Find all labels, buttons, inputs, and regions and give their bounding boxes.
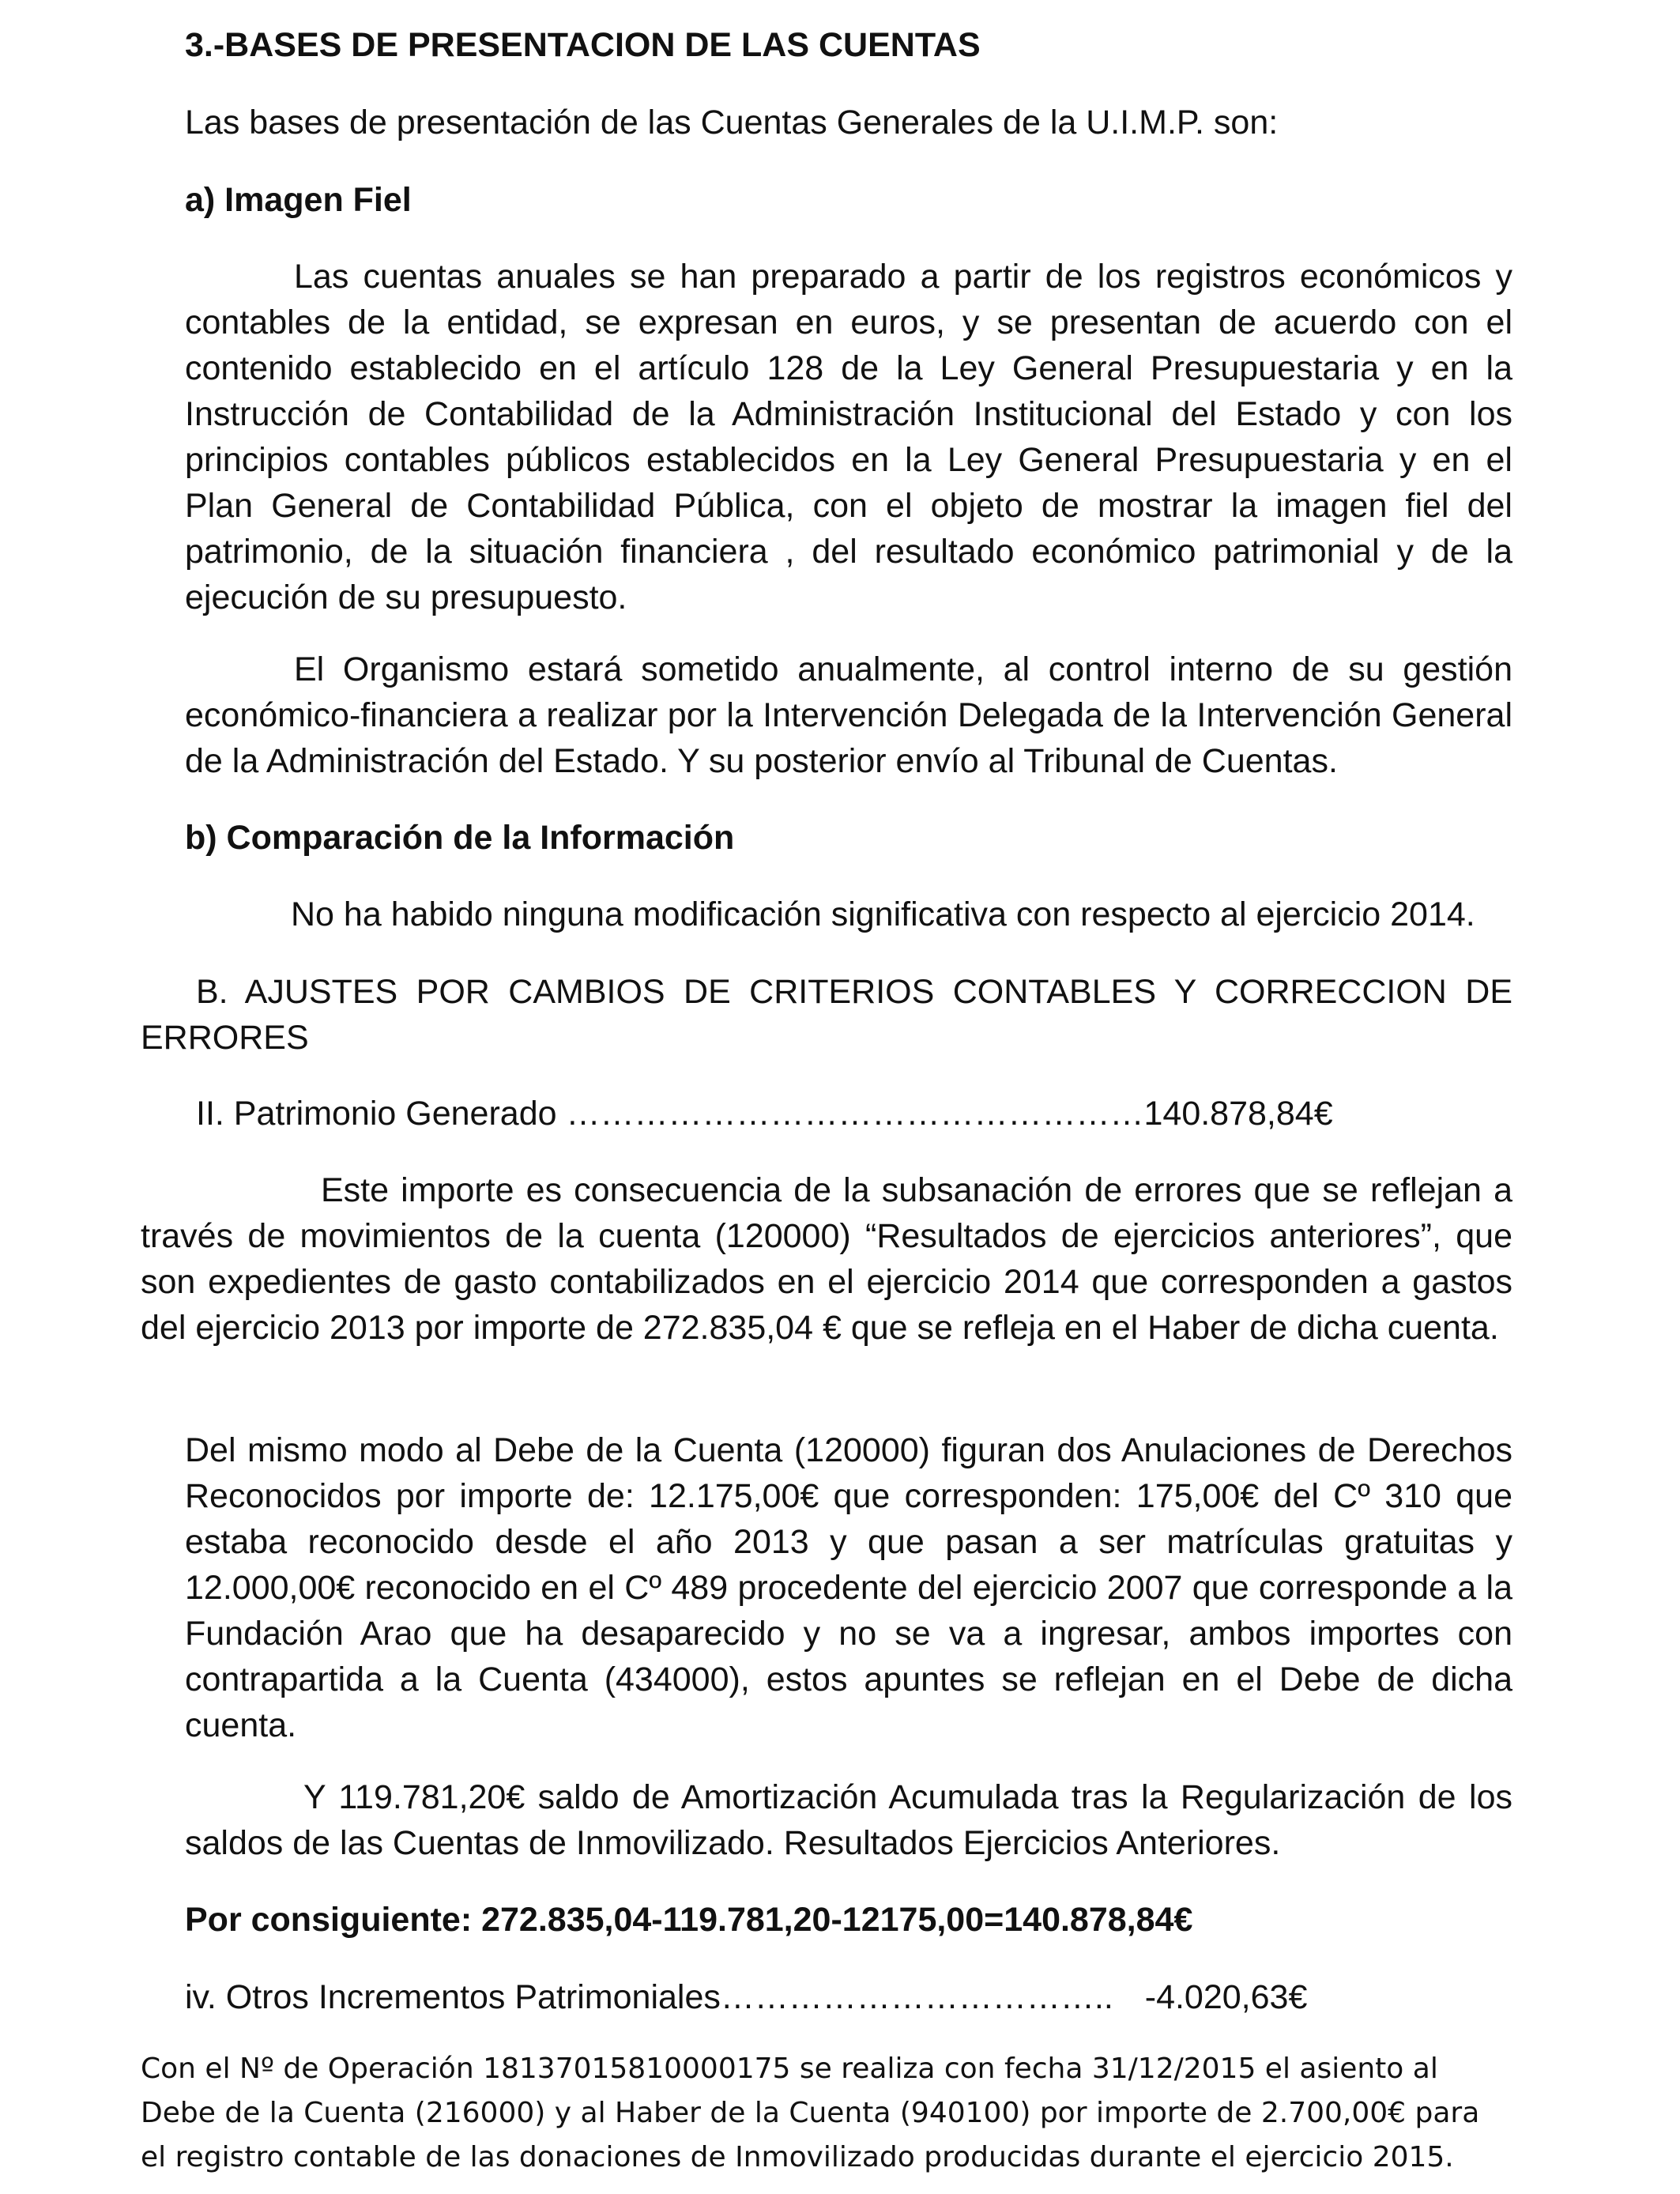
heading-text: B. AJUSTES POR CAMBIOS DE CRITERIOS CONTABLES Y CORRECCION DE ERRORES [141, 973, 1512, 1057]
paragraph-comparacion: No ha habido ninguna modificación significativa con respecto al ejercicio 2014. [291, 895, 1475, 933]
line-label: iv. Otros Incrementos Patrimoniales [185, 1978, 721, 2016]
paragraph-text: Del mismo modo al Debe de la Cuenta (120000) figuran dos Anulaciones de Derechos Reconocidos por importe de: 12.175,00€ que corresponden: 175,00€ del Cº 310 que estaba reconocido desde el año 2013 y que pasan a ser matrículas gratuitas y 12.000,00€ reconocido en el Cº 489 procedente del ejercicio 2007 que corresponde a la Fundación Arao que ha desaparecido y no se va a ingresar, ambos importes con contrapartida a la Cuenta (434000), estos apuntes se reflejan en el Debe de dicha cuenta. [185, 1431, 1512, 1744]
paragraph-text: Este importe es consecuencia de la subsanación de errores que se reflejan a través de movimientos de la cuenta (120000) “Resultados de ejercicios anteriores”, que son expedientes de gasto contabilizados en el ejercicio 2014 que corresponden a gastos del ejercicio 2013 por importe de 272.835,04 € que se refleja en el Haber de dicha cuenta. [141, 1171, 1512, 1347]
line-value: -4.020,63€ [1144, 1978, 1308, 2016]
paragraph-text: El Organismo estará sometido anualmente, al control interno de su gestión económico-financiera a realizar por la Intervención Delegada de la Intervención General de la Administración del Estado. Y su posterior envío al Tribunal de Cuentas. [185, 650, 1512, 780]
line-patrimonio-generado [196, 1091, 1524, 1137]
paragraph-amortizacion [185, 1774, 1512, 1866]
heading-ajustes [141, 969, 1512, 1061]
paragraph-imagen-fiel-1 [185, 254, 1512, 620]
line-otros-incrementos [185, 1974, 1512, 2020]
line-value: 140.878,84€ [1143, 1095, 1333, 1133]
paragraph-importe [141, 1167, 1512, 1351]
line-label: II. Patrimonio Generado [196, 1095, 557, 1133]
summary-line: Por consiguiente: 272.835,04-119.781,20-12175,00=140.878,84€ [185, 1901, 1193, 1939]
intro-paragraph: Las bases de presentación de las Cuentas Generales de la U.I.M.P. son: [185, 104, 1279, 141]
line-leader-dots: …………………………………………… [566, 1095, 1144, 1133]
footer-note: Con el Nº de Operación 18137015810000175 se realiza con fecha 31/12/2015 el asiento al Debe de la Cuenta (216000) y al Haber de la Cuenta (940100) por importe de 2.700,00€ para el registro contable de las donaciones de Inmovilizado producidas durante el ejercicio 2015. [141, 2053, 1480, 2173]
paragraph-debe [185, 1427, 1512, 1748]
heading-imagen-fiel: a) Imagen Fiel [185, 181, 412, 219]
paragraph-text: Las cuentas anuales se han preparado a partir de los registros económicos y contables de la entidad, se expresan en euros, y se presentan de acuerdo con el contenido establecido en el artículo 128 de la Ley General Presupuestaria y en la Instrucción de Contabilidad de la Administración Institucional del Estado y con los principios contables públicos establecidos en la Ley General Presupuestaria y en el Plan General de Contabilidad Pública, con el objeto de mostrar la imagen fiel del patrimonio, de la situación financiera , del resultado económico patrimonial y de la ejecución de su presupuesto. [185, 258, 1512, 616]
line-leader-dots: …………………………….. [720, 1978, 1113, 2016]
heading-comparacion: b) Comparación de la Información [185, 819, 735, 857]
paragraph-text: Y 119.781,20€ saldo de Amortización Acumulada tras la Regularización de los saldos de las Cuentas de Inmovilizado. Resultados Ejercicios Anteriores. [185, 1778, 1512, 1862]
paragraph-imagen-fiel-2 [185, 647, 1512, 784]
section-title: 3.-BASES DE PRESENTACION DE LAS CUENTAS [185, 26, 981, 64]
